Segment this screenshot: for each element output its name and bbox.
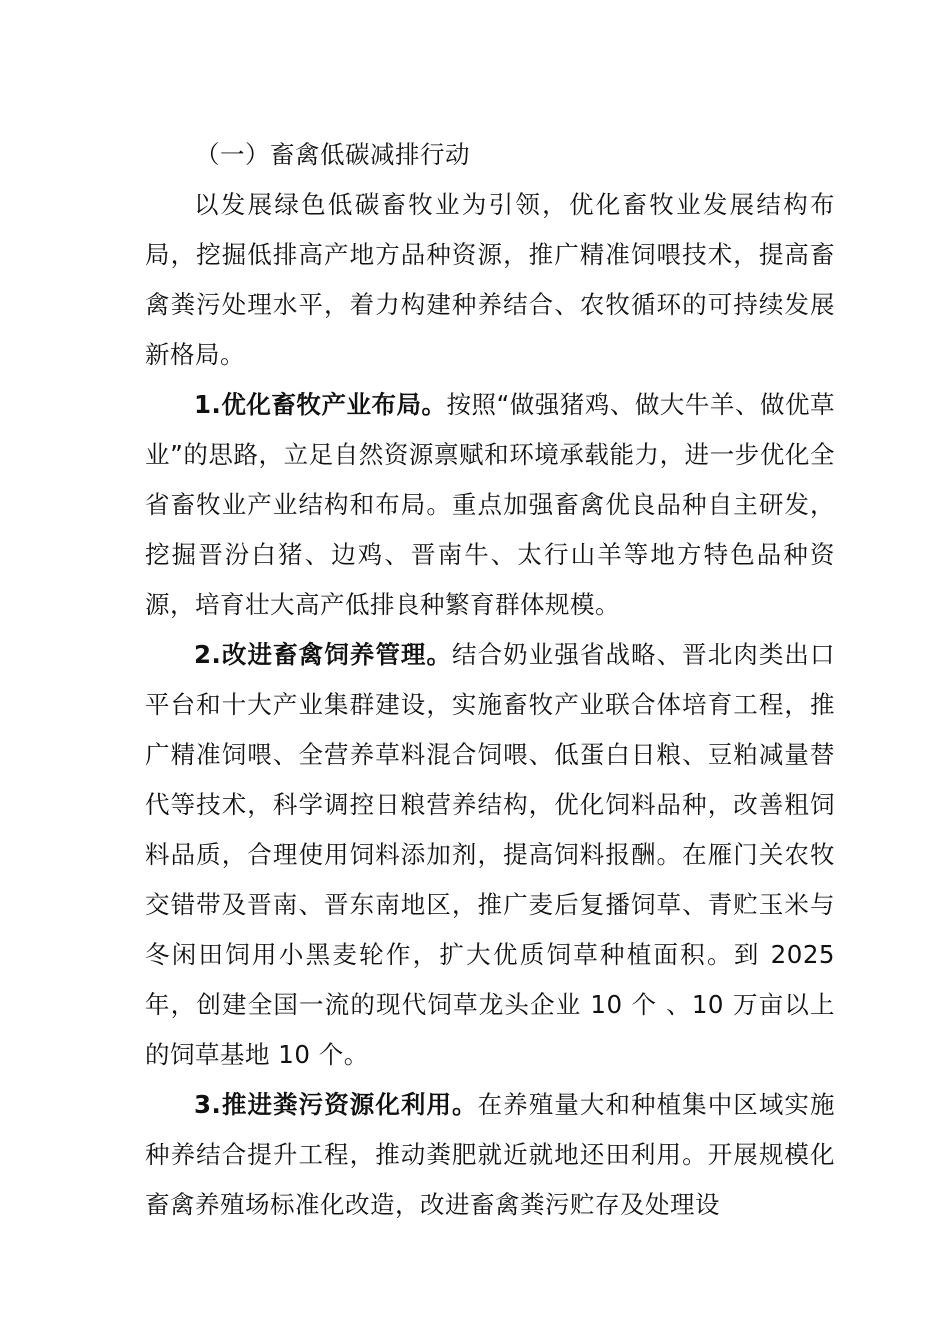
section-heading: （一）畜禽低碳减排行动 bbox=[195, 140, 470, 169]
item-body-2: 结合奶业强省战略、晋北肉类出口平台和十大产业集群建设，实施畜牧产业联合体培育工程，推广精准饲喂、全营养草料混合饲喂、低蛋白日粮、豆粕减量替代等技术，科学调控日粮营养结构，优化饲料品种，改善粗饲料品质，合理使用饲料添加剂，提高饲料报酬。在雁门关农牧交错带及晋南、晋东南地区，推广麦后复播饲草、青贮玉米与冬闲田饲用小黑麦轮作，扩大优质饲草种植面积。到 2025 年，创建全国一流的现代饲草龙头企业 10 个 、10 万亩以上的饲草基地 10 个。 bbox=[145, 640, 836, 1069]
item-paragraph-2 bbox=[145, 630, 835, 1080]
item-paragraph-1 bbox=[145, 380, 835, 630]
intro-paragraph: 以发展绿色低碳畜牧业为引领，优化畜牧业发展结构布局，挖掘低排高产地方品种资源，推广精准饲喂技术，提高畜禽粪污处理水平，着力构建种养结合、农牧循环的可持续发展新格局。 bbox=[145, 190, 835, 369]
item-paragraph-3 bbox=[145, 1080, 835, 1230]
document-body bbox=[145, 130, 835, 1230]
item-title-2: 2.改进畜禽饲养管理。 bbox=[194, 640, 453, 669]
item-title-1: 1.优化畜牧产业布局。 bbox=[194, 390, 447, 419]
item-body-3: 在养殖量大和种植集中区域实施种养结合提升工程，推动粪肥就近就地还田利用。开展规模化畜禽养殖场标准化改造，改进畜禽粪污贮存及处理设 bbox=[145, 1090, 835, 1219]
item-body-1: 按照“做强猪鸡、做大牛羊、做优草业”的思路，立足自然资源禀赋和环境承载能力，进一步优化全省畜牧业产业结构和布局。重点加强畜禽优良品种自主研发，挖掘晋汾白猪、边鸡、晋南牛、太行山羊等地方特色品种资源，培育壮大高产低排良种繁育群体规模。 bbox=[145, 390, 835, 619]
item-title-3: 3.推进粪污资源化利用。 bbox=[194, 1090, 478, 1119]
